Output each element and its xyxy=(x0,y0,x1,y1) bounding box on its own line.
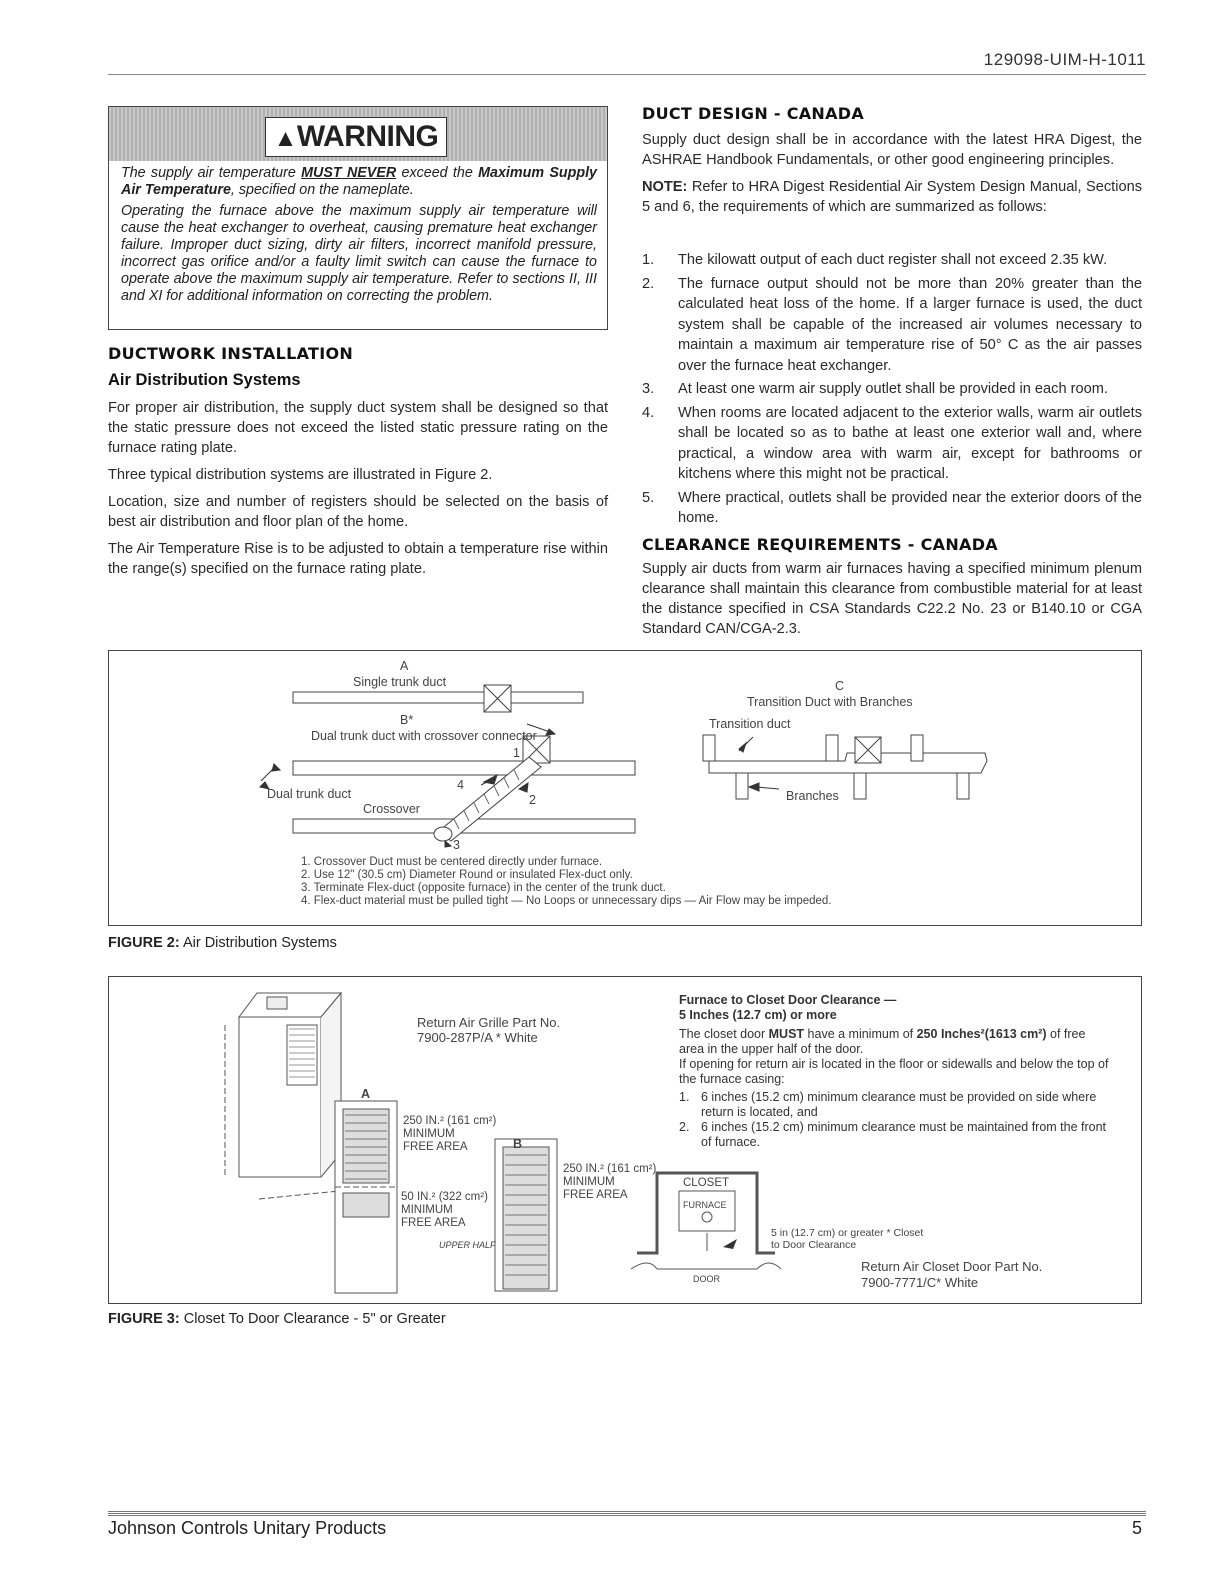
figure-2-box: A Single trunk duct B* Dual trunk duct with crossover connector 1 4 2 3 Dual trunk duct Crossover C Transition Duct with Branches Transition duct Branches 1. Crossover Duct must be centered directly under furnace. 2. Use 12" (30.5 cm) Diameter Round or insulated Flex-duct only. 3. Terminate Flex-duct (opposite furnace) in the center of the trunk duct. 4. Flex-duct material must be pulled tight — No Loops or unnecessary dips — Air Flow may be impeded. xyxy=(108,650,1142,926)
paragraph: For proper air distribution, the supply duct system shall be designed so that the static pressure does not exceed the listed static pressure rating on the furnace rating plate. xyxy=(108,400,608,456)
paragraph: Three typical distribution systems are illustrated in Figure 2. xyxy=(108,467,493,483)
list-item: 2. 6 inches (15.2 cm) minimum clearance must be maintained from the front of furnace. xyxy=(679,1120,1107,1149)
list-item: 3. At least one warm air supply outlet shall be provided in each room. xyxy=(642,381,1108,397)
footer-rule xyxy=(108,1510,1146,1516)
note: 2. Use 12" (30.5 cm) Diameter Round or insulated Flex-duct only. xyxy=(301,869,633,881)
ductwork-body xyxy=(108,398,608,586)
figure-2-caption: FIGURE 2: Air Distribution Systems xyxy=(108,935,337,951)
door-a-upper-area: 250 IN.² (161 cm²) MINIMUM FREE AREA xyxy=(403,1115,497,1153)
branch-stub xyxy=(957,773,969,799)
paragraph: Location, size and number of registers should be selected on the basis of best air distribution and floor plan of the home. xyxy=(108,494,608,530)
closet-clearance-label: 5 in (12.7 cm) or greater * Closet to Door Clearance xyxy=(771,1227,924,1251)
note: 1. Crossover Duct must be centered directly under furnace. xyxy=(301,856,603,868)
clearance-body: Supply air ducts from warm air furnaces having a specified minimum plenum clearance shall maintain this clearance from combustible material for at least the distance specified in CSA Standards C22.2 No. 23 or B140.10 or CGA Standard CAN/CGA-2.3. xyxy=(642,561,1142,637)
list-item: 2. The furnace output should not be more than 20% greater than the calculated heat loss of the home. If a larger furnace is used, the duct system shall be capable of the increased air volumes necessary to maintain a maximum air temperature rise of 50° C as the air passes over the furnace heat exchanger. xyxy=(642,275,1142,374)
clearance-notes: Furnace to Closet Door Clearance — 5 Inches (12.7 cm) or more The closet door MUST have a minimum of 250 Inches²(1613 cm²) of free area in the upper half of the door. If opening for return air is located in the floor or sidewalls and below the top of the furnace casing: 1. 6 inches (15.2 cm) minimum clearance must be provided on side where return is located, and 2. 6 inches (15.2 cm) minimum clearance must be maintained from the front of furnace. xyxy=(679,993,1109,1149)
page-number: 5 xyxy=(1131,1518,1142,1538)
branch-stub xyxy=(703,735,715,761)
arrow-icon xyxy=(445,841,451,847)
list-item: 1. 6 inches (15.2 cm) minimum clearance must be provided on side where return is located, and xyxy=(679,1090,1097,1119)
warning-text: The supply air temperature MUST NEVER exceed the Maximum Supply Air Temperature, specified on the nameplate. Operating the furnace above the maximum supply air temperature will cause the heat exchanger to overheat, causing premature heat exchanger failure. Improper duct sizing, dirty air filters, incorrect manifold pressure, incorrect gas orifice and/or a faulty limit switch can cause the furnace to operate above the maximum supply air temperature. Refer to sections II, III and XI for additional information on correcting the problem. xyxy=(121,165,597,304)
branch-stub xyxy=(911,735,923,761)
figure-3-box: Return Air Grille Part No. 7900-287P/A * White A B 250 IN.² (161 cm²) MINIMUM FREE AREA 50 IN.² (322 cm²) MINIMUM FREE AREA 250 IN.² (161 cm²) MINIMUM FREE AREA UPPER HALF CLOSET FURNACE DOOR 5 in (12.7 cm) or greater * Closet to Door Clearance Return Air Closet Door Part No. 7900-7771/C* White Furnace to Closet Door Clearance — 5 Inches (12.7 cm) or more The closet door MUST have a minimum of 250 Inches²(1613 cm²) of free area in the upper half of the door. If opening for return air is located in the floor or sidewalls and below the top of the furnace casing: 1. 6 inches (15.2 cm) minimum clearance must be provided on side where return is located, and 2. 6 inches (15.2 cm) minimum clearance must be maintained from the front of furnace. xyxy=(108,976,1142,1304)
note: 3. Terminate Flex-duct (opposite furnace) in the center of the trunk duct. xyxy=(301,882,666,894)
door-a-grille xyxy=(343,1109,389,1183)
arrow-icon xyxy=(723,1239,737,1249)
footer-company: Johnson Controls Unitary Products xyxy=(108,1518,387,1538)
upper-trunk-duct xyxy=(293,761,635,775)
arrow-icon xyxy=(546,729,555,735)
list-item: 1. The kilowatt output of each duct register shall not exceed 2.35 kW. xyxy=(642,252,1108,268)
warning-triangle-icon: ▲ xyxy=(273,125,297,152)
door-a-lower-grille xyxy=(343,1193,389,1217)
document-number: 129098-UIM-H-1011 xyxy=(983,50,1146,69)
figure-3-caption: FIGURE 3: Closet To Door Clearance - 5" or Greater xyxy=(108,1311,446,1327)
branch-stub xyxy=(854,773,866,799)
ductwork-heading: DUCTWORK INSTALLATION xyxy=(108,344,354,363)
transition-duct xyxy=(709,753,987,773)
clearance-heading: CLEARANCE REQUIREMENTS - CANADA xyxy=(642,535,998,554)
crossover-duct xyxy=(439,757,541,841)
list-item: 5. Where practical, outlets shall be provided near the exterior doors of the home. xyxy=(642,489,1142,526)
duct-design-body: Supply duct design shall be in accordance with the latest HRA Digest, the ASHRAE Handbook Fundamentals, or other good engineering principles. NOTE: Refer to HRA Digest Residential Air System Design Manual, Sections 5 and 6, the requirements of which are summarized as follows: xyxy=(642,132,1142,215)
door-b-grille xyxy=(503,1147,549,1289)
branch-stub xyxy=(826,735,838,761)
warning-box xyxy=(108,106,608,330)
single-trunk-duct xyxy=(293,692,583,703)
arrow-icon xyxy=(272,764,280,771)
door-part-label: Return Air Closet Door Part No. 7900-7771/C* White xyxy=(861,1259,1043,1290)
air-distribution-subheading: Air Distribution Systems xyxy=(108,371,301,389)
duct-design-list xyxy=(642,250,1142,532)
paragraph: The Air Temperature Rise is to be adjusted to obtain a temperature rise within the range(s) specified on the furnace rating plate. xyxy=(108,541,608,577)
list-item: 4. When rooms are located adjacent to the exterior walls, warm air outlets shall be located so as to bathe at least one exterior wall and, where practical, a window area with warm air, except for bathrooms or kitchens where this might not be practical. xyxy=(642,404,1142,482)
flex-duct-end xyxy=(434,827,452,841)
duct-design-heading: DUCT DESIGN - CANADA xyxy=(642,104,865,123)
grille-part-label: Return Air Grille Part No. 7900-287P/A * White xyxy=(417,1015,561,1045)
note: 4. Flex-duct material must be pulled tight — No Loops or unnecessary dips — Air Flow may be impeded. xyxy=(301,895,832,907)
furnace-louver xyxy=(287,1025,317,1085)
door-a-lower-area: 50 IN.² (322 cm²) MINIMUM FREE AREA xyxy=(401,1191,488,1229)
warning-label: ▲WARNING xyxy=(265,117,447,157)
door-b-area: 250 IN.² (161 cm²) MINIMUM FREE AREA xyxy=(563,1163,657,1201)
branch-stub xyxy=(736,773,748,799)
header-rule xyxy=(108,74,1146,76)
figure-2-notes xyxy=(301,856,1101,908)
